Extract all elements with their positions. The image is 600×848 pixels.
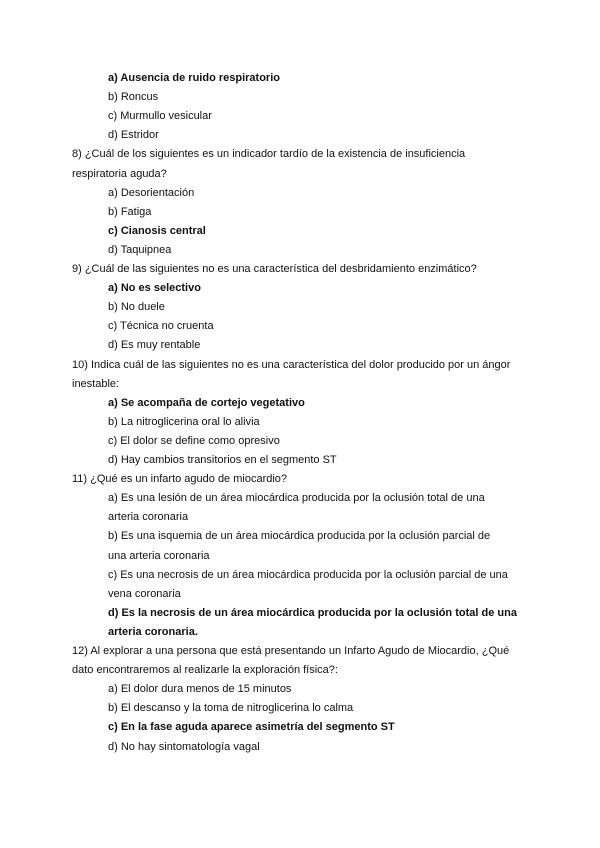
answer-option-correct: d) Es la necrosis de un área miocárdica producida por la oclusión total de una: [108, 606, 517, 619]
answer-option: c) Murmullo vesicular: [108, 110, 212, 123]
question-text: 8) ¿Cuál de los siguientes es un indicador tardío de la existencia de insuficiencia: [72, 148, 466, 161]
answer-option: vena coronaria: [108, 587, 181, 600]
answer-option-correct: a) Se acompaña de cortejo vegetativo: [108, 396, 305, 409]
answer-option: una arteria coronaria: [108, 549, 210, 562]
answer-option-correct: a) No es selectivo: [108, 282, 201, 295]
answer-option-correct: a) Ausencia de ruido respiratorio: [108, 72, 280, 84]
answer-option: c) El dolor se define como opresivo: [108, 434, 280, 447]
answer-option: b) El descanso y la toma de nitroglicerina lo calma: [108, 702, 354, 715]
answer-option: c) Es una necrosis de un área miocárdica producida por la oclusión parcial de una: [108, 568, 508, 581]
answer-option: b) La nitroglicerina oral lo alivia: [108, 415, 260, 428]
question-text: 12) Al explorar a una persona que está presentando un Infarto Agudo de Miocardio, ¿Qué: [72, 645, 510, 657]
answer-option: c) Técnica no cruenta: [108, 320, 214, 333]
answer-option-correct: c) Cianosis central: [108, 224, 206, 237]
question-text: 9) ¿Cuál de las siguientes no es una característica del desbridamiento enzimático?: [72, 263, 477, 275]
answer-option-correct: c) En la fase aguda aparece asimetría del segmento ST: [108, 721, 395, 734]
answer-option: d) Es muy rentable: [108, 339, 201, 352]
question-text: respiratoria aguda?: [72, 167, 167, 180]
answer-option: b) Fatiga: [108, 205, 152, 218]
answer-option: b) No duele: [108, 301, 165, 314]
question-text: inestable:: [72, 377, 120, 390]
question-text: 10) Indica cuál de las siguientes no es una característica del dolor producido por un ángor: [72, 358, 511, 371]
question-text: dato encontraremos al realizarle la exploración física?:: [72, 664, 338, 677]
answer-option: d) Estridor: [108, 129, 159, 142]
answer-option: b) Es una isquemia de un área miocárdica producida por la oclusión parcial de: [108, 530, 491, 543]
answer-option: a) El dolor dura menos de 15 minutos: [108, 683, 292, 696]
answer-option: a) Es una lesión de un área miocárdica producida por la oclusión total de una: [108, 492, 485, 505]
answer-option: a) Desorientación: [108, 186, 195, 199]
answer-option: d) Hay cambios transitorios en el segmento ST: [108, 454, 337, 466]
answer-option: d) Taquipnea: [108, 243, 172, 256]
answer-option: d) No hay sintomatología vagal: [108, 740, 260, 753]
answer-option: arteria coronaria: [108, 511, 189, 524]
answer-option: b) Roncus: [108, 91, 159, 104]
answer-option-correct: arteria coronaria.: [108, 625, 198, 638]
question-text: 11) ¿Qué es un infarto agudo de miocardio?: [72, 473, 288, 486]
